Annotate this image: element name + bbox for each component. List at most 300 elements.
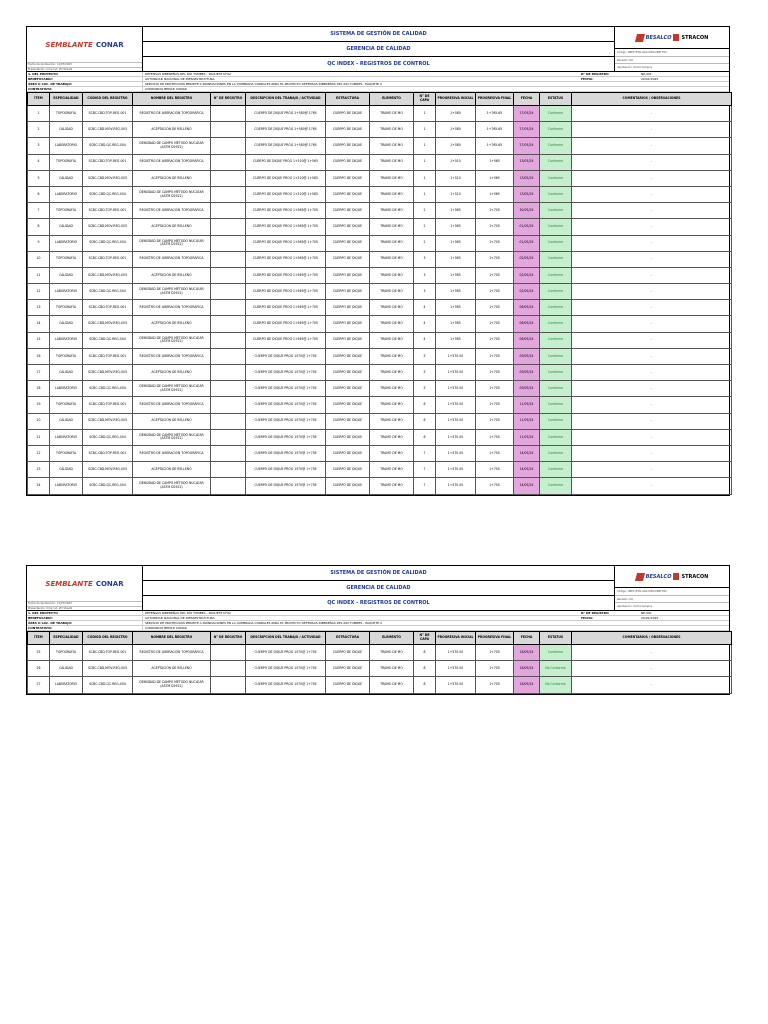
left-logo-block	[27, 27, 143, 71]
cell-end-progressive: 1+765.65	[476, 138, 514, 154]
cell-structure: CUERPO DE DIQUE	[326, 106, 370, 122]
title-index: QC INDEX - REGISTROS DE CONTROL	[327, 600, 430, 606]
cell-date: 01/05/24	[514, 219, 540, 235]
cell-specialty: TOPOGRAFÍA	[50, 203, 83, 219]
left-logo-text-1: SEMBLANTE	[45, 40, 93, 49]
info-extra-value: NP-001	[641, 72, 652, 76]
info-key: BENEFICIARIO:	[27, 77, 143, 81]
cell-comments: -	[572, 186, 732, 202]
stracon-mark-icon	[673, 573, 679, 580]
cell-description: CUERPO DE DIQUE PROG 1+510@ 1+565	[246, 154, 326, 170]
column-header-description: DESCRIPCIÓN DEL TRABAJO / ACTIVIDAD	[246, 632, 326, 645]
cell-description: CUERPO DE DIQUE PROG 1570@ 1+705	[246, 365, 326, 381]
info-value: SERVICIO DE PROTECCIÓN PERMITE A INUNDACIONES EN LA QUEBRADA CORRALES PARA EL PROYECTO DEFENSAS RIBEREÑAS DEL RÍO TUMBES - PAQUETE 2	[145, 82, 382, 86]
title-system: SISTEMA DE GESTIÓN DE CALIDAD	[143, 27, 614, 42]
cell-layer: 2	[414, 203, 436, 219]
cell-description: CUERPO DE DIQUE PROG 1570@ 1+705	[246, 397, 326, 413]
table-header-row	[28, 632, 732, 645]
cell-structure: CUERPO DE DIQUE	[326, 445, 370, 461]
cell-end-progressive: 1+705	[476, 251, 514, 267]
cell-comments: -	[572, 300, 732, 316]
table-row	[28, 300, 732, 316]
cell-comments: -	[572, 154, 732, 170]
cell-element: TRAMO DE MO	[370, 251, 414, 267]
cell-record-number	[211, 429, 246, 445]
right-header-line: Código: CBEC-PTAI-SGC-MDC-DNE-F02	[615, 588, 729, 596]
cell-item: 23	[28, 462, 50, 478]
info-key: BENEFICIARIO:	[27, 616, 143, 620]
cell-record-code: SCBC-CBD-QC-REG-004	[83, 478, 133, 494]
cell-start-progressive: 1+570.00	[436, 462, 476, 478]
cell-layer: 3	[414, 267, 436, 283]
table-row	[28, 429, 732, 445]
cell-element: TRAMO DE MO	[370, 106, 414, 122]
cell-record-name: ACEPTACIÓN DE RELLENO	[133, 219, 211, 235]
column-header-description: DESCRIPCIÓN DEL TRABAJO / ACTIVIDAD	[246, 93, 326, 106]
table-row	[28, 645, 732, 661]
cell-start-progressive: 1+565	[436, 267, 476, 283]
cell-record-code: SCBC-CBD-TOP-REG-001	[83, 397, 133, 413]
cell-date: 11/05/24	[514, 413, 540, 429]
cell-element: TRAMO DE MO	[370, 429, 414, 445]
table-row	[28, 122, 732, 138]
records-table	[27, 631, 732, 694]
info-key: CONTRATISTA:	[27, 87, 143, 91]
cell-description: CUERPO DE DIQUE PROG 1570@ 1+705	[246, 445, 326, 461]
cell-record-name: DENSIDAD DE CAMPO MÉTODO NUCLEAR (ASTM D2922)	[133, 381, 211, 397]
cell-item: 18	[28, 381, 50, 397]
info-value: AUTORIDAD NACIONAL DE INFRAESTRUCTURA	[145, 77, 215, 81]
cell-comments: -	[572, 267, 732, 283]
cell-record-number	[211, 267, 246, 283]
header-titles	[143, 566, 615, 610]
cell-layer: 3	[414, 284, 436, 300]
column-header-comments: COMENTARIOS / OBSERVACIONES	[572, 632, 732, 645]
cell-date: 18/05/24	[514, 645, 540, 661]
cell-end-progressive: 1+765.65	[476, 122, 514, 138]
cell-description: CUERPO DE DIQUE PROG 1+580@ 1765	[246, 138, 326, 154]
cell-layer: 2	[414, 235, 436, 251]
cell-record-name: ACEPTACIÓN DE RELLENO	[133, 413, 211, 429]
cell-item: 2	[28, 122, 50, 138]
column-header-record-name: NOMBRE DEL REGISTRO	[133, 632, 211, 645]
title-management: GERENCIA DE CALIDAD	[143, 42, 614, 57]
cell-end-progressive: 1+705	[476, 445, 514, 461]
cell-item: 20	[28, 413, 50, 429]
table-row	[28, 154, 732, 170]
cell-element: TRAMO DE MO	[370, 348, 414, 364]
cell-description: CUERPO DE DIQUE PROG 1+565@ 1+705	[246, 316, 326, 332]
cell-record-name: REGISTRO DE LIBERACIÓN TOPOGRÁFICA	[133, 106, 211, 122]
cell-element: TRAMO DE MO	[370, 203, 414, 219]
cell-record-code: SCBC-CBD-MOV-REG-003	[83, 219, 133, 235]
cell-specialty: TOPOGRAFÍA	[50, 154, 83, 170]
cell-element: TRAMO DE MO	[370, 219, 414, 235]
cell-element: TRAMO DE MO	[370, 316, 414, 332]
right-logo-text-2: STRACON	[681, 573, 709, 580]
cell-item: 12	[28, 284, 50, 300]
cell-layer: 1	[414, 186, 436, 202]
cell-element: TRAMO DE MO	[370, 478, 414, 494]
cell-record-code: SCBC-CBD-TOP-REG-001	[83, 300, 133, 316]
cell-specialty: LABORATORIO	[50, 677, 83, 693]
column-header-record-code: CÓDIGO DEL REGISTRO	[83, 632, 133, 645]
cell-status: Conforme	[540, 478, 572, 494]
cell-date: 18/05/24	[514, 661, 540, 677]
cell-record-number	[211, 661, 246, 677]
cell-record-code: SCBC-CBD-MOV-REG-003	[83, 267, 133, 283]
right-logo-text-1: BESALCO	[645, 34, 672, 41]
cell-element: TRAMO DE MO	[370, 397, 414, 413]
cell-element: TRAMO DE MO	[370, 677, 414, 693]
cell-layer: 4	[414, 300, 436, 316]
cell-structure: CUERPO DE DIQUE	[326, 645, 370, 661]
cell-record-number	[211, 462, 246, 478]
cell-layer: 6	[414, 429, 436, 445]
right-header-line: Revisión: 00	[615, 596, 729, 604]
cell-end-progressive: 1+705	[476, 300, 514, 316]
cell-specialty: LABORATORIO	[50, 381, 83, 397]
cell-description: CUERPO DE DIQUE PROG 1+565@ 1+705	[246, 267, 326, 283]
cell-record-number	[211, 251, 246, 267]
header-titles	[143, 27, 615, 71]
cell-specialty: LABORATORIO	[50, 186, 83, 202]
cell-date: 13/05/24	[514, 170, 540, 186]
cell-start-progressive: 1+565	[436, 332, 476, 348]
table-row	[28, 170, 732, 186]
cell-record-number	[211, 106, 246, 122]
cell-end-progressive: 1+565	[476, 154, 514, 170]
cell-item: 17	[28, 365, 50, 381]
cell-layer: 1	[414, 154, 436, 170]
cell-item: 24	[28, 478, 50, 494]
cell-start-progressive: 1+565	[436, 203, 476, 219]
cell-date: 08/05/24	[514, 332, 540, 348]
cell-record-name: ACEPTACIÓN DE RELLENO	[133, 462, 211, 478]
right-header-line: Aprobación: Ocold Campos	[617, 605, 653, 609]
cell-end-progressive: 1+705	[476, 348, 514, 364]
cell-item: 15	[28, 332, 50, 348]
cell-comments: -	[572, 645, 732, 661]
cell-start-progressive: 1+570.00	[436, 677, 476, 693]
cell-structure: CUERPO DE DIQUE	[326, 251, 370, 267]
cell-start-progressive: 1+565	[436, 284, 476, 300]
cell-item: 3	[28, 138, 50, 154]
cell-record-code: SCBC-CBD-QC-REG-004	[83, 332, 133, 348]
cell-status: Conforme	[540, 203, 572, 219]
cell-date: 09/05/24	[514, 365, 540, 381]
cell-date: 27/05/24	[514, 138, 540, 154]
cell-item: 11	[28, 267, 50, 283]
cell-date: 13/05/24	[514, 154, 540, 170]
cell-item: 21	[28, 429, 50, 445]
cell-status: Conforme	[540, 316, 572, 332]
table-row	[28, 203, 732, 219]
cell-record-number	[211, 154, 246, 170]
title-management: GERENCIA DE CALIDAD	[143, 581, 614, 596]
cell-specialty: LABORATORIO	[50, 284, 83, 300]
table-row	[28, 219, 732, 235]
cell-status: Conforme	[540, 645, 572, 661]
cell-item: 27	[28, 677, 50, 693]
cell-layer: 1	[414, 138, 436, 154]
cell-comments: -	[572, 106, 732, 122]
table-row	[28, 235, 732, 251]
cell-description: CUERPO DE DIQUE PROG 1570@ 1+705	[246, 478, 326, 494]
info-value: AUTORIDAD NACIONAL DE INFRAESTRUCTURA	[145, 616, 215, 620]
cell-end-progressive: 1+705	[476, 645, 514, 661]
cell-end-progressive: 1+705	[476, 677, 514, 693]
cell-structure: CUERPO DE DIQUE	[326, 235, 370, 251]
right-header-line: Código: CBEC-PTAI-SGC-MDC-DNE-F02	[615, 49, 729, 57]
cell-record-number	[211, 478, 246, 494]
cell-status: Conforme	[540, 186, 572, 202]
cell-record-name: DENSIDAD DE CAMPO MÉTODO NUCLEAR (ASTM D2922)	[133, 478, 211, 494]
cell-start-progressive: 1+580	[436, 138, 476, 154]
column-header-record-name: NOMBRE DEL REGISTRO	[133, 93, 211, 106]
left-logo	[27, 566, 142, 601]
cell-layer: 1	[414, 106, 436, 122]
cell-date: 08/05/24	[514, 316, 540, 332]
table-row	[28, 138, 732, 154]
cell-layer: 5	[414, 365, 436, 381]
cell-end-progressive: 1+565	[476, 170, 514, 186]
cell-element: TRAMO DE MO	[370, 186, 414, 202]
cell-record-number	[211, 365, 246, 381]
cell-layer: 6	[414, 413, 436, 429]
info-extra-key: FECHA:	[581, 77, 594, 81]
cell-specialty: LABORATORIO	[50, 138, 83, 154]
cell-record-number	[211, 284, 246, 300]
cell-start-progressive: 1+565	[436, 235, 476, 251]
column-header-status: ESTATUS	[540, 632, 572, 645]
cell-record-number	[211, 645, 246, 661]
cell-start-progressive: 1+565	[436, 316, 476, 332]
cell-status: Conforme	[540, 365, 572, 381]
cell-element: TRAMO DE MO	[370, 332, 414, 348]
cell-start-progressive: 1+565	[436, 300, 476, 316]
cell-date: 02/05/24	[514, 267, 540, 283]
cell-end-progressive: 1+705	[476, 661, 514, 677]
cell-status: Conforme	[540, 429, 572, 445]
cell-item: 7	[28, 203, 50, 219]
cell-status: Conforme	[540, 267, 572, 283]
column-header-end-progressive: PROGRESIVA FINAL	[476, 632, 514, 645]
cell-record-name: DENSIDAD DE CAMPO MÉTODO NUCLEAR (ASTM D2922)	[133, 677, 211, 693]
cell-comments: -	[572, 429, 732, 445]
cell-specialty: TOPOGRAFÍA	[50, 645, 83, 661]
cell-start-progressive: 1+580	[436, 122, 476, 138]
cell-element: TRAMO DE MO	[370, 170, 414, 186]
cell-structure: CUERPO DE DIQUE	[326, 332, 370, 348]
cell-element: TRAMO DE MO	[370, 154, 414, 170]
cell-description: CUERPO DE DIQUE PROG 1+580@ 1765	[246, 106, 326, 122]
cell-record-code: SCBC-CBD-TOP-REG-001	[83, 645, 133, 661]
cell-date: 14/05/24	[514, 445, 540, 461]
cell-layer: 8	[414, 661, 436, 677]
cell-structure: CUERPO DE DIQUE	[326, 478, 370, 494]
cell-record-number	[211, 122, 246, 138]
cell-start-progressive: 1+570.00	[436, 429, 476, 445]
column-header-structure: ESTRUCTURA	[326, 632, 370, 645]
cell-description: CUERPO DE DIQUE PROG 1+580@ 1765	[246, 122, 326, 138]
cell-item: 19	[28, 397, 50, 413]
table-row	[28, 397, 732, 413]
cell-element: TRAMO DE MO	[370, 122, 414, 138]
cell-status: Conforme	[540, 397, 572, 413]
cell-end-progressive: 1+705	[476, 478, 514, 494]
cell-record-code: SCBC-CBD-QC-REG-004	[83, 186, 133, 202]
cell-structure: CUERPO DE DIQUE	[326, 170, 370, 186]
cell-record-code: SCBC-CBD-QC-REG-004	[83, 429, 133, 445]
stracon-mark-icon	[673, 34, 679, 41]
cell-item: 10	[28, 251, 50, 267]
cell-description: CUERPO DE DIQUE PROG 1+510@ 1+565	[246, 186, 326, 202]
cell-status: Conforme	[540, 348, 572, 364]
cell-description: CUERPO DE DIQUE PROG 1+565@ 1+705	[246, 284, 326, 300]
cell-record-name: DENSIDAD DE CAMPO MÉTODO NUCLEAR (ASTM D2922)	[133, 138, 211, 154]
table-row	[28, 365, 732, 381]
sheet-header	[27, 27, 729, 72]
cell-record-code: SCBC-CBD-TOP-REG-001	[83, 106, 133, 122]
cell-item: 26	[28, 661, 50, 677]
cell-end-progressive: 1+705	[476, 235, 514, 251]
cell-status: Conforme	[540, 300, 572, 316]
cell-status: Conforme	[540, 235, 572, 251]
left-logo	[27, 27, 142, 62]
cell-structure: CUERPO DE DIQUE	[326, 186, 370, 202]
cell-description: CUERPO DE DIQUE PROG 1+565@ 1+705	[246, 251, 326, 267]
cell-structure: CUERPO DE DIQUE	[326, 122, 370, 138]
cell-layer: 8	[414, 645, 436, 661]
cell-comments: -	[572, 219, 732, 235]
cell-status: Conforme	[540, 154, 572, 170]
cell-date: 01/05/24	[514, 235, 540, 251]
table-row	[28, 445, 732, 461]
right-logo-text-1: BESALCO	[645, 573, 672, 580]
cell-date: 13/05/24	[514, 186, 540, 202]
column-header-element: ELEMENTO	[370, 93, 414, 106]
cell-record-number	[211, 235, 246, 251]
info-key: 1. DEL PROYECTO	[27, 611, 143, 615]
cell-layer: 3	[414, 251, 436, 267]
left-header-line: Presentación: Cmp Ind. 2D Sheets	[27, 606, 142, 611]
cell-comments: -	[572, 413, 732, 429]
cell-structure: CUERPO DE DIQUE	[326, 397, 370, 413]
cell-structure: CUERPO DE DIQUE	[326, 138, 370, 154]
cell-end-progressive: 1+765.65	[476, 106, 514, 122]
cell-comments: -	[572, 203, 732, 219]
cell-status: Conforme	[540, 332, 572, 348]
cell-record-code: SCBC-CBD-TOP-REG-001	[83, 348, 133, 364]
cell-structure: CUERPO DE DIQUE	[326, 365, 370, 381]
cell-specialty: CALIDAD	[50, 267, 83, 283]
cell-date: 14/05/24	[514, 478, 540, 494]
cell-status: No Conforme	[540, 677, 572, 693]
cell-comments: -	[572, 122, 732, 138]
cell-item: 14	[28, 316, 50, 332]
cell-element: TRAMO DE MO	[370, 365, 414, 381]
cell-end-progressive: 1+705	[476, 284, 514, 300]
cell-record-number	[211, 445, 246, 461]
cell-end-progressive: 1+705	[476, 413, 514, 429]
right-header-line: Revisión: 00	[615, 57, 729, 65]
cell-record-name: ACEPTACIÓN DE RELLENO	[133, 365, 211, 381]
left-logo-block	[27, 566, 143, 610]
cell-status: Conforme	[540, 462, 572, 478]
cell-comments: -	[572, 445, 732, 461]
cell-element: TRAMO DE MO	[370, 462, 414, 478]
column-header-item: ÍTEM	[28, 93, 50, 106]
info-extra-key: N° DE REGISTRO	[581, 611, 609, 615]
cell-comments: -	[572, 462, 732, 478]
left-logo-text-1: SEMBLANTE	[45, 579, 93, 588]
cell-record-name: DENSIDAD DE CAMPO MÉTODO NUCLEAR (ASTM D2922)	[133, 429, 211, 445]
cell-status: Conforme	[540, 284, 572, 300]
cell-end-progressive: 1+705	[476, 429, 514, 445]
column-header-item: ÍTEM	[28, 632, 50, 645]
cell-layer: 4	[414, 332, 436, 348]
cell-comments: -	[572, 170, 732, 186]
cell-record-number	[211, 381, 246, 397]
cell-comments: -	[572, 348, 732, 364]
cell-structure: CUERPO DE DIQUE	[326, 381, 370, 397]
cell-structure: CUERPO DE DIQUE	[326, 300, 370, 316]
cell-description: CUERPO DE DIQUE PROG 1570@ 1+705	[246, 661, 326, 677]
cell-specialty: TOPOGRAFÍA	[50, 397, 83, 413]
cell-description: CUERPO DE DIQUE PROG 1+565@ 1+705	[246, 203, 326, 219]
cell-structure: CUERPO DE DIQUE	[326, 429, 370, 445]
column-header-start-progressive: PROGRESIVA INICIAL	[436, 632, 476, 645]
cell-item: 13	[28, 300, 50, 316]
cell-record-number	[211, 332, 246, 348]
cell-item: 25	[28, 645, 50, 661]
cell-structure: CUERPO DE DIQUE	[326, 677, 370, 693]
right-logo-text-2: STRACON	[681, 34, 709, 41]
cell-item: 9	[28, 235, 50, 251]
cell-date: 08/05/24	[514, 300, 540, 316]
cell-record-code: SCBC-CBD-TOP-REG-001	[83, 251, 133, 267]
cell-item: 6	[28, 186, 50, 202]
table-row	[28, 462, 732, 478]
left-logo-text-2: CONAR	[95, 40, 124, 49]
cell-structure: CUERPO DE DIQUE	[326, 413, 370, 429]
cell-record-name: REGISTRO DE LIBERACIÓN TOPOGRÁFICA	[133, 645, 211, 661]
cell-start-progressive: 1+570.00	[436, 645, 476, 661]
cell-start-progressive: 1+570.00	[436, 413, 476, 429]
cell-specialty: TOPOGRAFÍA	[50, 445, 83, 461]
cell-comments: -	[572, 397, 732, 413]
cell-record-code: SCBC-CBD-MOV-REG-003	[83, 316, 133, 332]
cell-element: TRAMO DE MO	[370, 661, 414, 677]
cell-record-code: SCBC-CBD-MOV-REG-003	[83, 661, 133, 677]
cell-record-name: ACEPTACIÓN DE RELLENO	[133, 661, 211, 677]
table-row	[28, 251, 732, 267]
info-value: SERVICIO DE PROTECCIÓN PERMITE A INUNDACIONES EN LA QUEBRADA CORRALES PARA EL PROYECTO DEFENSAS RIBEREÑAS DEL RÍO TUMBES - PAQUETE 2	[145, 621, 382, 625]
cell-specialty: LABORATORIO	[50, 429, 83, 445]
column-header-structure: ESTRUCTURA	[326, 93, 370, 106]
cell-end-progressive: 1+705	[476, 316, 514, 332]
cell-date: 27/05/24	[514, 106, 540, 122]
cell-record-number	[211, 397, 246, 413]
cell-structure: CUERPO DE DIQUE	[326, 316, 370, 332]
right-logo-block	[615, 27, 729, 71]
cell-record-number	[211, 186, 246, 202]
cell-date: 11/05/24	[514, 397, 540, 413]
cell-item: 22	[28, 445, 50, 461]
info-extra-key: N° DE REGISTRO	[581, 72, 609, 76]
cell-element: TRAMO DE MO	[370, 300, 414, 316]
